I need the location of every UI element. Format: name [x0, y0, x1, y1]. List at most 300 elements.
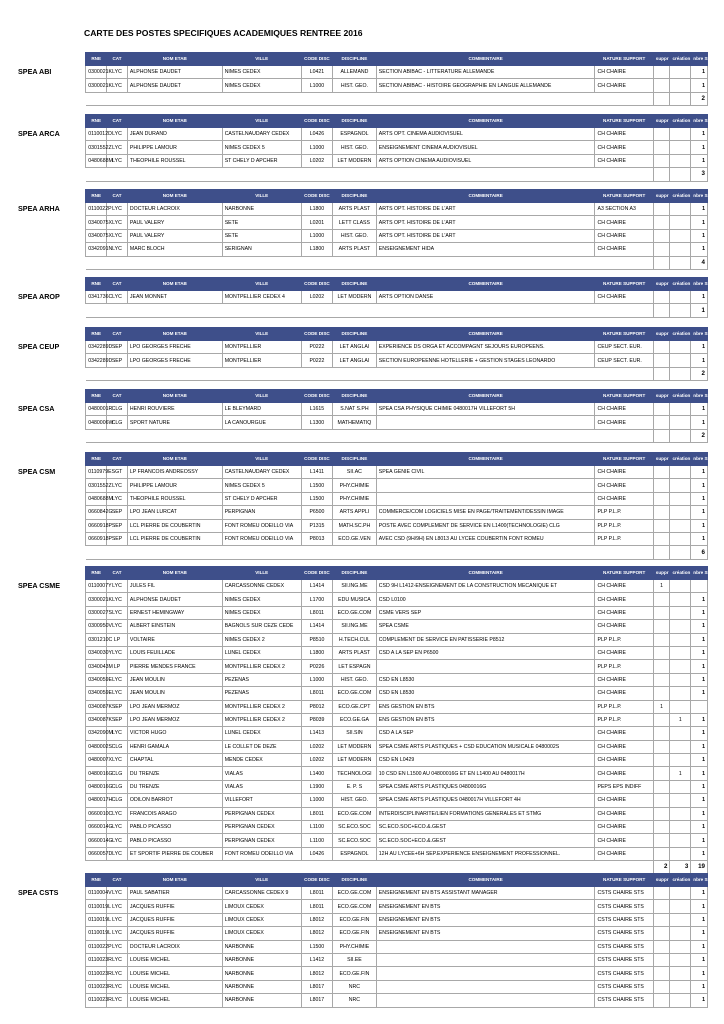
cell-nom: LCL PIERRE DE COUBERTIN [127, 519, 222, 532]
cell-suppr [653, 940, 670, 953]
cell-nbre: 1 [691, 203, 708, 216]
cell-nature: CH CHAIRE [595, 687, 653, 700]
cell-creation [670, 740, 691, 753]
cell-comm [376, 980, 595, 993]
cell-cat: LP [107, 633, 128, 646]
totals-spacer [86, 367, 654, 380]
cell-comm: ENS GESTION EN BTS [376, 700, 595, 713]
cell-nom: LOUISE MICHEL [127, 994, 222, 1007]
cell-suppr [653, 780, 670, 793]
column-header-code: CODE DISC [301, 328, 332, 341]
cell-nature: CH CHAIRE [595, 154, 653, 167]
cell-code: L8017 [301, 980, 332, 993]
label-spacer [16, 243, 86, 256]
cell-creation [670, 128, 691, 141]
column-header-disc: DISCIPLINE [333, 53, 377, 66]
cell-rne: 0660014G [86, 821, 107, 834]
section-table [16, 52, 718, 106]
cell-suppr [653, 821, 670, 834]
cell-nature: CSTS CHAIRE STS [595, 927, 653, 940]
cell-nom: JEAN DURAND [127, 128, 222, 141]
cell-nature: CH CHAIRE [595, 646, 653, 659]
cell-rne: 0340059E [86, 673, 107, 686]
cell-code: L1400 [301, 767, 332, 780]
cell-disc: ECO.GE.COM [333, 887, 377, 900]
section-table [16, 327, 718, 381]
total-nbre: 3 [691, 168, 708, 181]
cell-disc: LET ANGLAI [333, 354, 377, 367]
column-header-nbre: nbre SPEA [691, 115, 708, 128]
cell-disc: TECHNOLOGI [333, 767, 377, 780]
total-creation [670, 304, 691, 317]
cell-creation [670, 967, 691, 980]
cell-rne: 0340059E [86, 687, 107, 700]
cell-ville: NIMES CEDEX [222, 593, 301, 606]
cell-creation [670, 913, 691, 926]
label-spacer [16, 354, 86, 367]
cell-disc: H.TECH.CUL [333, 633, 377, 646]
column-header-code: CODE DISC [301, 567, 332, 580]
cell-nom: HENRI ROUVIERE [127, 403, 222, 416]
cell-creation [670, 780, 691, 793]
cell-creation [670, 606, 691, 619]
cell-disc: ECO.GE.CPT [333, 700, 377, 713]
cell-code: L1411 [301, 466, 332, 479]
cell-nom: PABLO PICASSO [127, 821, 222, 834]
cell-creation [670, 203, 691, 216]
cell-disc: SII.AC [333, 466, 377, 479]
cell-cat: CLG [107, 780, 128, 793]
cell-nature: CEUP SECT. EUR. [595, 354, 653, 367]
table-row [16, 416, 708, 429]
cell-disc: PHY.CHIMIE [333, 492, 377, 505]
cell-disc: SII.ING.ME [333, 580, 377, 593]
cell-nature: CH CHAIRE [595, 416, 653, 429]
cell-rne: 0342289D [86, 354, 107, 367]
column-header-disc: DISCIPLINE [333, 190, 377, 203]
label-spacer [16, 154, 86, 167]
column-header-creation: création [670, 328, 691, 341]
label-spacer [16, 754, 86, 767]
column-header-rne: RNE [86, 567, 107, 580]
label-spacer [16, 620, 86, 633]
cell-rne: 0110019L [86, 913, 107, 926]
cell-ville: LE COLLET DE DEZE [222, 740, 301, 753]
totals-row [16, 304, 708, 317]
column-header-comm: COMMENTAIRE [376, 453, 595, 466]
table-row [16, 927, 708, 940]
cell-creation [670, 620, 691, 633]
cell-ville: SERIGNAN [222, 243, 301, 256]
cell-nbre: 1 [691, 727, 708, 740]
total-suppr [653, 256, 670, 269]
cell-suppr [653, 354, 670, 367]
cell-nom: JEAN MONNET [127, 291, 222, 304]
cell-disc: ARTS APPLI [333, 506, 377, 519]
total-nbre: 1 [691, 304, 708, 317]
column-header-suppr: suppr [653, 190, 670, 203]
column-header-code: CODE DISC [301, 53, 332, 66]
cell-rne: 0660014G [86, 834, 107, 847]
cell-disc: PHY.CHIMIE [333, 479, 377, 492]
cell-rne: 0301552Z [86, 141, 107, 154]
totals-spacer [86, 92, 654, 105]
header-blank [16, 567, 86, 580]
cell-rne: 0110022P [86, 940, 107, 953]
cell-creation [670, 479, 691, 492]
cell-comm: ARTS OPT. HISTOIRE DE L'ART [376, 203, 595, 216]
cell-nbre: 1 [691, 243, 708, 256]
label-spacer [16, 546, 86, 559]
totals-spacer [86, 546, 654, 559]
cell-nature: CH CHAIRE [595, 229, 653, 242]
section-table [16, 189, 718, 270]
header-row [16, 115, 708, 128]
cell-cat: CLG [107, 740, 128, 753]
column-header-disc: DISCIPLINE [333, 874, 377, 887]
total-nbre: 6 [691, 546, 708, 559]
table-row [16, 994, 708, 1007]
cell-ville: ST CHELY D APCHER [222, 154, 301, 167]
cell-code: L8012 [301, 967, 332, 980]
cell-nom: ALPHONSE DAUDET [127, 593, 222, 606]
cell-creation [670, 673, 691, 686]
section-table [16, 452, 718, 560]
column-header-creation: création [670, 115, 691, 128]
cell-cat: LYC [107, 967, 128, 980]
total-suppr [653, 429, 670, 442]
cell-comm: SPEA CSME ARTS PLASTIQUES 0480017H VILLEFORT 4H [376, 794, 595, 807]
cell-nature: CH CHAIRE [595, 834, 653, 847]
cell-nbre: 1 [691, 821, 708, 834]
cell-nature: CH CHAIRE [595, 479, 653, 492]
cell-code: P0222 [301, 354, 332, 367]
cell-nature: CH CHAIRE [595, 727, 653, 740]
cell-comm: ARTS OPTION DANSE [376, 291, 595, 304]
cell-cat: LYC [107, 913, 128, 926]
column-header-rne: RNE [86, 53, 107, 66]
cell-rne: 0480006W [86, 416, 107, 429]
cell-comm: EXPERIENCE DS ORGA ET ACCOMPAGNT SEJOURS EUROPEENS. [376, 341, 595, 354]
cell-comm: SPEA CSME [376, 620, 595, 633]
cell-ville: PERPIGNAN [222, 506, 301, 519]
cell-comm: CSD EN L8530 [376, 673, 595, 686]
cell-disc: LET MODERN [333, 740, 377, 753]
cell-disc: EDU MUSICA [333, 593, 377, 606]
cell-nom: JACQUES RUFFIE [127, 913, 222, 926]
cell-comm: CSD 9H L1412-ENSEIGNEMENT DE LA CONSTRUCTION MECANIQUE ET [376, 580, 595, 593]
header-blank [16, 390, 86, 403]
label-spacer [16, 780, 86, 793]
cell-rne: 0660918P [86, 532, 107, 545]
column-header-code: CODE DISC [301, 874, 332, 887]
cell-nbre: 1 [691, 740, 708, 753]
header-blank [16, 874, 86, 887]
cell-disc: ECO.GE.COM [333, 687, 377, 700]
cell-creation [670, 593, 691, 606]
cell-nom: LPO JEAN LURCAT [127, 506, 222, 519]
cell-comm: SC.ECO.SOC+ECO.&.GEST [376, 834, 595, 847]
cell-nbre: 1 [691, 940, 708, 953]
cell-suppr [653, 847, 670, 860]
cell-rne: 0301552Z [86, 479, 107, 492]
label-spacer [16, 767, 86, 780]
label-spacer [16, 416, 86, 429]
header-blank [16, 278, 86, 291]
table-row [16, 821, 708, 834]
cell-ville: NIMES CEDEX 5 [222, 479, 301, 492]
column-header-cat: CAT [107, 390, 128, 403]
table-row [16, 532, 708, 545]
cell-cat: LYC [107, 807, 128, 820]
cell-nature: CSTS CHAIRE STS [595, 913, 653, 926]
section-table [16, 873, 718, 1008]
table-row [16, 606, 708, 619]
cell-suppr [653, 620, 670, 633]
cell-nbre: 1 [691, 229, 708, 242]
cell-creation [670, 646, 691, 659]
cell-code: L1413 [301, 727, 332, 740]
cell-nature: CSTS CHAIRE STS [595, 980, 653, 993]
cell-comm: SPEA CSA PHYSIQUE CHIMIE 0480017H VILLEFORT 5H [376, 403, 595, 416]
cell-nom: DU TRENZE [127, 767, 222, 780]
cell-nature: CH CHAIRE [595, 740, 653, 753]
cell-disc: LET MODERN [333, 154, 377, 167]
label-spacer [16, 953, 86, 966]
cell-nom: PHILIPPE LAMOUR [127, 479, 222, 492]
total-suppr [653, 92, 670, 105]
column-header-nom: NOM ETAB [127, 115, 222, 128]
cell-suppr [653, 532, 670, 545]
cell-rne: 0110023R [86, 994, 107, 1007]
cell-disc: SC.ECO.SOC [333, 834, 377, 847]
column-header-nom: NOM ETAB [127, 453, 222, 466]
label-spacer [16, 673, 86, 686]
cell-rne: 0341736C [86, 291, 107, 304]
column-header-cat: CAT [107, 115, 128, 128]
cell-comm [376, 953, 595, 966]
column-header-nom: NOM ETAB [127, 278, 222, 291]
cell-comm: CSME VERS SEP [376, 606, 595, 619]
cell-ville: LUNEL CEDEX [222, 646, 301, 659]
cell-ville: BAGNOLS SUR CEZE CEDE [222, 620, 301, 633]
cell-nom: ET SPORTIF PIERRE DE COUBER [127, 847, 222, 860]
cell-rne: 0300021K [86, 79, 107, 92]
cell-cat: SGT [107, 466, 128, 479]
cell-nbre: 1 [691, 416, 708, 429]
cell-suppr [653, 994, 670, 1007]
cell-cat: LYC [107, 141, 128, 154]
cell-disc: SII.EE [333, 953, 377, 966]
cell-cat: LYC [107, 927, 128, 940]
table-row [16, 580, 708, 593]
column-header-cat: CAT [107, 190, 128, 203]
cell-cat: LYC [107, 216, 128, 229]
cell-code: L0201 [301, 216, 332, 229]
cell-nbre: 1 [691, 754, 708, 767]
cell-creation [670, 953, 691, 966]
cell-code: L1700 [301, 593, 332, 606]
cell-comm: ARTS OPT. HISTOIRE DE L'ART [376, 229, 595, 242]
cell-suppr [653, 633, 670, 646]
cell-disc: PHY.CHIMIE [333, 940, 377, 953]
cell-suppr [653, 341, 670, 354]
cell-ville: CARCASSONNE CEDEX 9 [222, 887, 301, 900]
cell-nom: PABLO PICASSO [127, 834, 222, 847]
column-header-suppr: suppr [653, 874, 670, 887]
cell-ville: PERPIGNAN CEDEX [222, 821, 301, 834]
cell-nom: HENRI GAMALA [127, 740, 222, 753]
cell-ville: MONTPELLIER [222, 354, 301, 367]
cell-suppr [653, 673, 670, 686]
cell-suppr: 1 [653, 700, 670, 713]
column-header-code: CODE DISC [301, 390, 332, 403]
cell-comm [376, 416, 595, 429]
cell-code: L1412 [301, 953, 332, 966]
cell-cat: SEP [107, 532, 128, 545]
cell-nbre: 1 [691, 953, 708, 966]
cell-rne: 0480016G [86, 767, 107, 780]
table-row [16, 767, 708, 780]
cell-creation [670, 66, 691, 79]
cell-creation [670, 519, 691, 532]
cell-nbre: 1 [691, 994, 708, 1007]
label-spacer [16, 834, 86, 847]
cell-code: L1000 [301, 141, 332, 154]
header-blank [16, 53, 86, 66]
totals-row [16, 92, 708, 105]
cell-code: L0202 [301, 754, 332, 767]
table-row [16, 141, 708, 154]
cell-nbre: 1 [691, 506, 708, 519]
cell-nom: JULES FIL [127, 580, 222, 593]
cell-comm: SECTION ABIBAC - HISTOIRE GEOGRAPHIE EN LANGUE ALLEMANDE [376, 79, 595, 92]
cell-ville: LUNEL CEDEX [222, 727, 301, 740]
column-header-nature: NATURE SUPPORT [595, 567, 653, 580]
cell-comm: CSD A LA SEP [376, 727, 595, 740]
cell-code: L1500 [301, 940, 332, 953]
cell-nom: LP FRANCOIS ANDREOSSY [127, 466, 222, 479]
column-header-nbre: nbre SPEA [691, 390, 708, 403]
cell-suppr [653, 660, 670, 673]
cell-disc: HIST. GEO. [333, 79, 377, 92]
cell-nom: JEAN MOULIN [127, 673, 222, 686]
column-header-rne: RNE [86, 328, 107, 341]
cell-ville: LIMOUX CEDEX [222, 927, 301, 940]
total-nbre: 4 [691, 256, 708, 269]
total-suppr [653, 168, 670, 181]
cell-nom: JACQUES RUFFIE [127, 900, 222, 913]
cell-creation [670, 900, 691, 913]
section-label: SPEA CSA [18, 404, 55, 414]
cell-disc: ESPAGNOL [333, 128, 377, 141]
column-header-comm: COMMENTAIRE [376, 390, 595, 403]
cell-ville: SETE [222, 216, 301, 229]
cell-nom: ODILON BARROT [127, 794, 222, 807]
cell-nbre: 1 [691, 967, 708, 980]
column-header-ville: VILLE [222, 53, 301, 66]
cell-disc: LETT CLASS [333, 216, 377, 229]
cell-suppr [653, 927, 670, 940]
cell-ville: NIMES CEDEX [222, 79, 301, 92]
cell-ville: VIALAS [222, 780, 301, 793]
column-header-suppr: suppr [653, 53, 670, 66]
cell-cat: LYC [107, 646, 128, 659]
cell-rne: 0660918P [86, 519, 107, 532]
table-row [16, 700, 708, 713]
cell-nbre: 1 [691, 927, 708, 940]
cell-creation [670, 687, 691, 700]
column-header-rne: RNE [86, 390, 107, 403]
cell-rne: 0340087K [86, 700, 107, 713]
cell-code: L1414 [301, 580, 332, 593]
table-row [16, 660, 708, 673]
cell-code: L1900 [301, 780, 332, 793]
column-header-rne: RNE [86, 278, 107, 291]
cell-nbre: 1 [691, 128, 708, 141]
column-header-suppr: suppr [653, 328, 670, 341]
cell-disc: SII.SIN [333, 727, 377, 740]
cell-rne: 0110023R [86, 980, 107, 993]
column-header-nbre: nbre SPEA [691, 453, 708, 466]
cell-rne: 0300021K [86, 66, 107, 79]
cell-suppr [653, 900, 670, 913]
label-spacer [16, 229, 86, 242]
column-header-ville: VILLE [222, 453, 301, 466]
cell-nbre: 1 [691, 479, 708, 492]
cell-nature: CH CHAIRE [595, 66, 653, 79]
cell-ville: LIMOUX CEDEX [222, 913, 301, 926]
cell-creation [670, 506, 691, 519]
label-spacer [16, 807, 86, 820]
cell-rne: 0342090M [86, 727, 107, 740]
label-spacer [16, 168, 86, 181]
cell-nbre: 1 [691, 646, 708, 659]
column-header-nbre: nbre SPEA [691, 53, 708, 66]
cell-comm: ARTS OPTION CINEMA AUDIOVISUEL [376, 154, 595, 167]
column-header-suppr: suppr [653, 453, 670, 466]
total-creation [670, 367, 691, 380]
table-row [16, 492, 708, 505]
label-spacer [16, 492, 86, 505]
cell-nbre: 1 [691, 767, 708, 780]
column-header-nature: NATURE SUPPORT [595, 874, 653, 887]
cell-nature: CH CHAIRE [595, 79, 653, 92]
cell-comm: ENS GESTION EN BTS [376, 713, 595, 726]
cell-ville: FONT ROMEU ODEILLO VIA [222, 847, 301, 860]
cell-code: L1800 [301, 646, 332, 659]
label-spacer [16, 606, 86, 619]
column-header-disc: DISCIPLINE [333, 453, 377, 466]
cell-nom: DOCTEUR LACROIX [127, 940, 222, 953]
cell-nom: JACQUES RUFFIE [127, 927, 222, 940]
total-suppr [653, 304, 670, 317]
cell-code: L1000 [301, 794, 332, 807]
cell-nature: PLP P.L.P. [595, 713, 653, 726]
cell-ville: CASTELNAUDARY CEDEX [222, 128, 301, 141]
cell-nom: ALPHONSE DAUDET [127, 79, 222, 92]
column-header-comm: COMMENTAIRE [376, 328, 595, 341]
cell-comm: SECTION ABIBAC - LITTERATURE ALLEMANDE [376, 66, 595, 79]
cell-ville: VIALAS [222, 767, 301, 780]
cell-creation [670, 291, 691, 304]
cell-cat: SEP [107, 519, 128, 532]
label-spacer [16, 141, 86, 154]
label-spacer [16, 913, 86, 926]
cell-comm: POSTE AVEC COMPLEMENT DE SERVICE EN L1400(TECHNOLOGIE) CLG [376, 519, 595, 532]
cell-ville: NIMES CEDEX [222, 66, 301, 79]
cell-cat: LYC [107, 620, 128, 633]
